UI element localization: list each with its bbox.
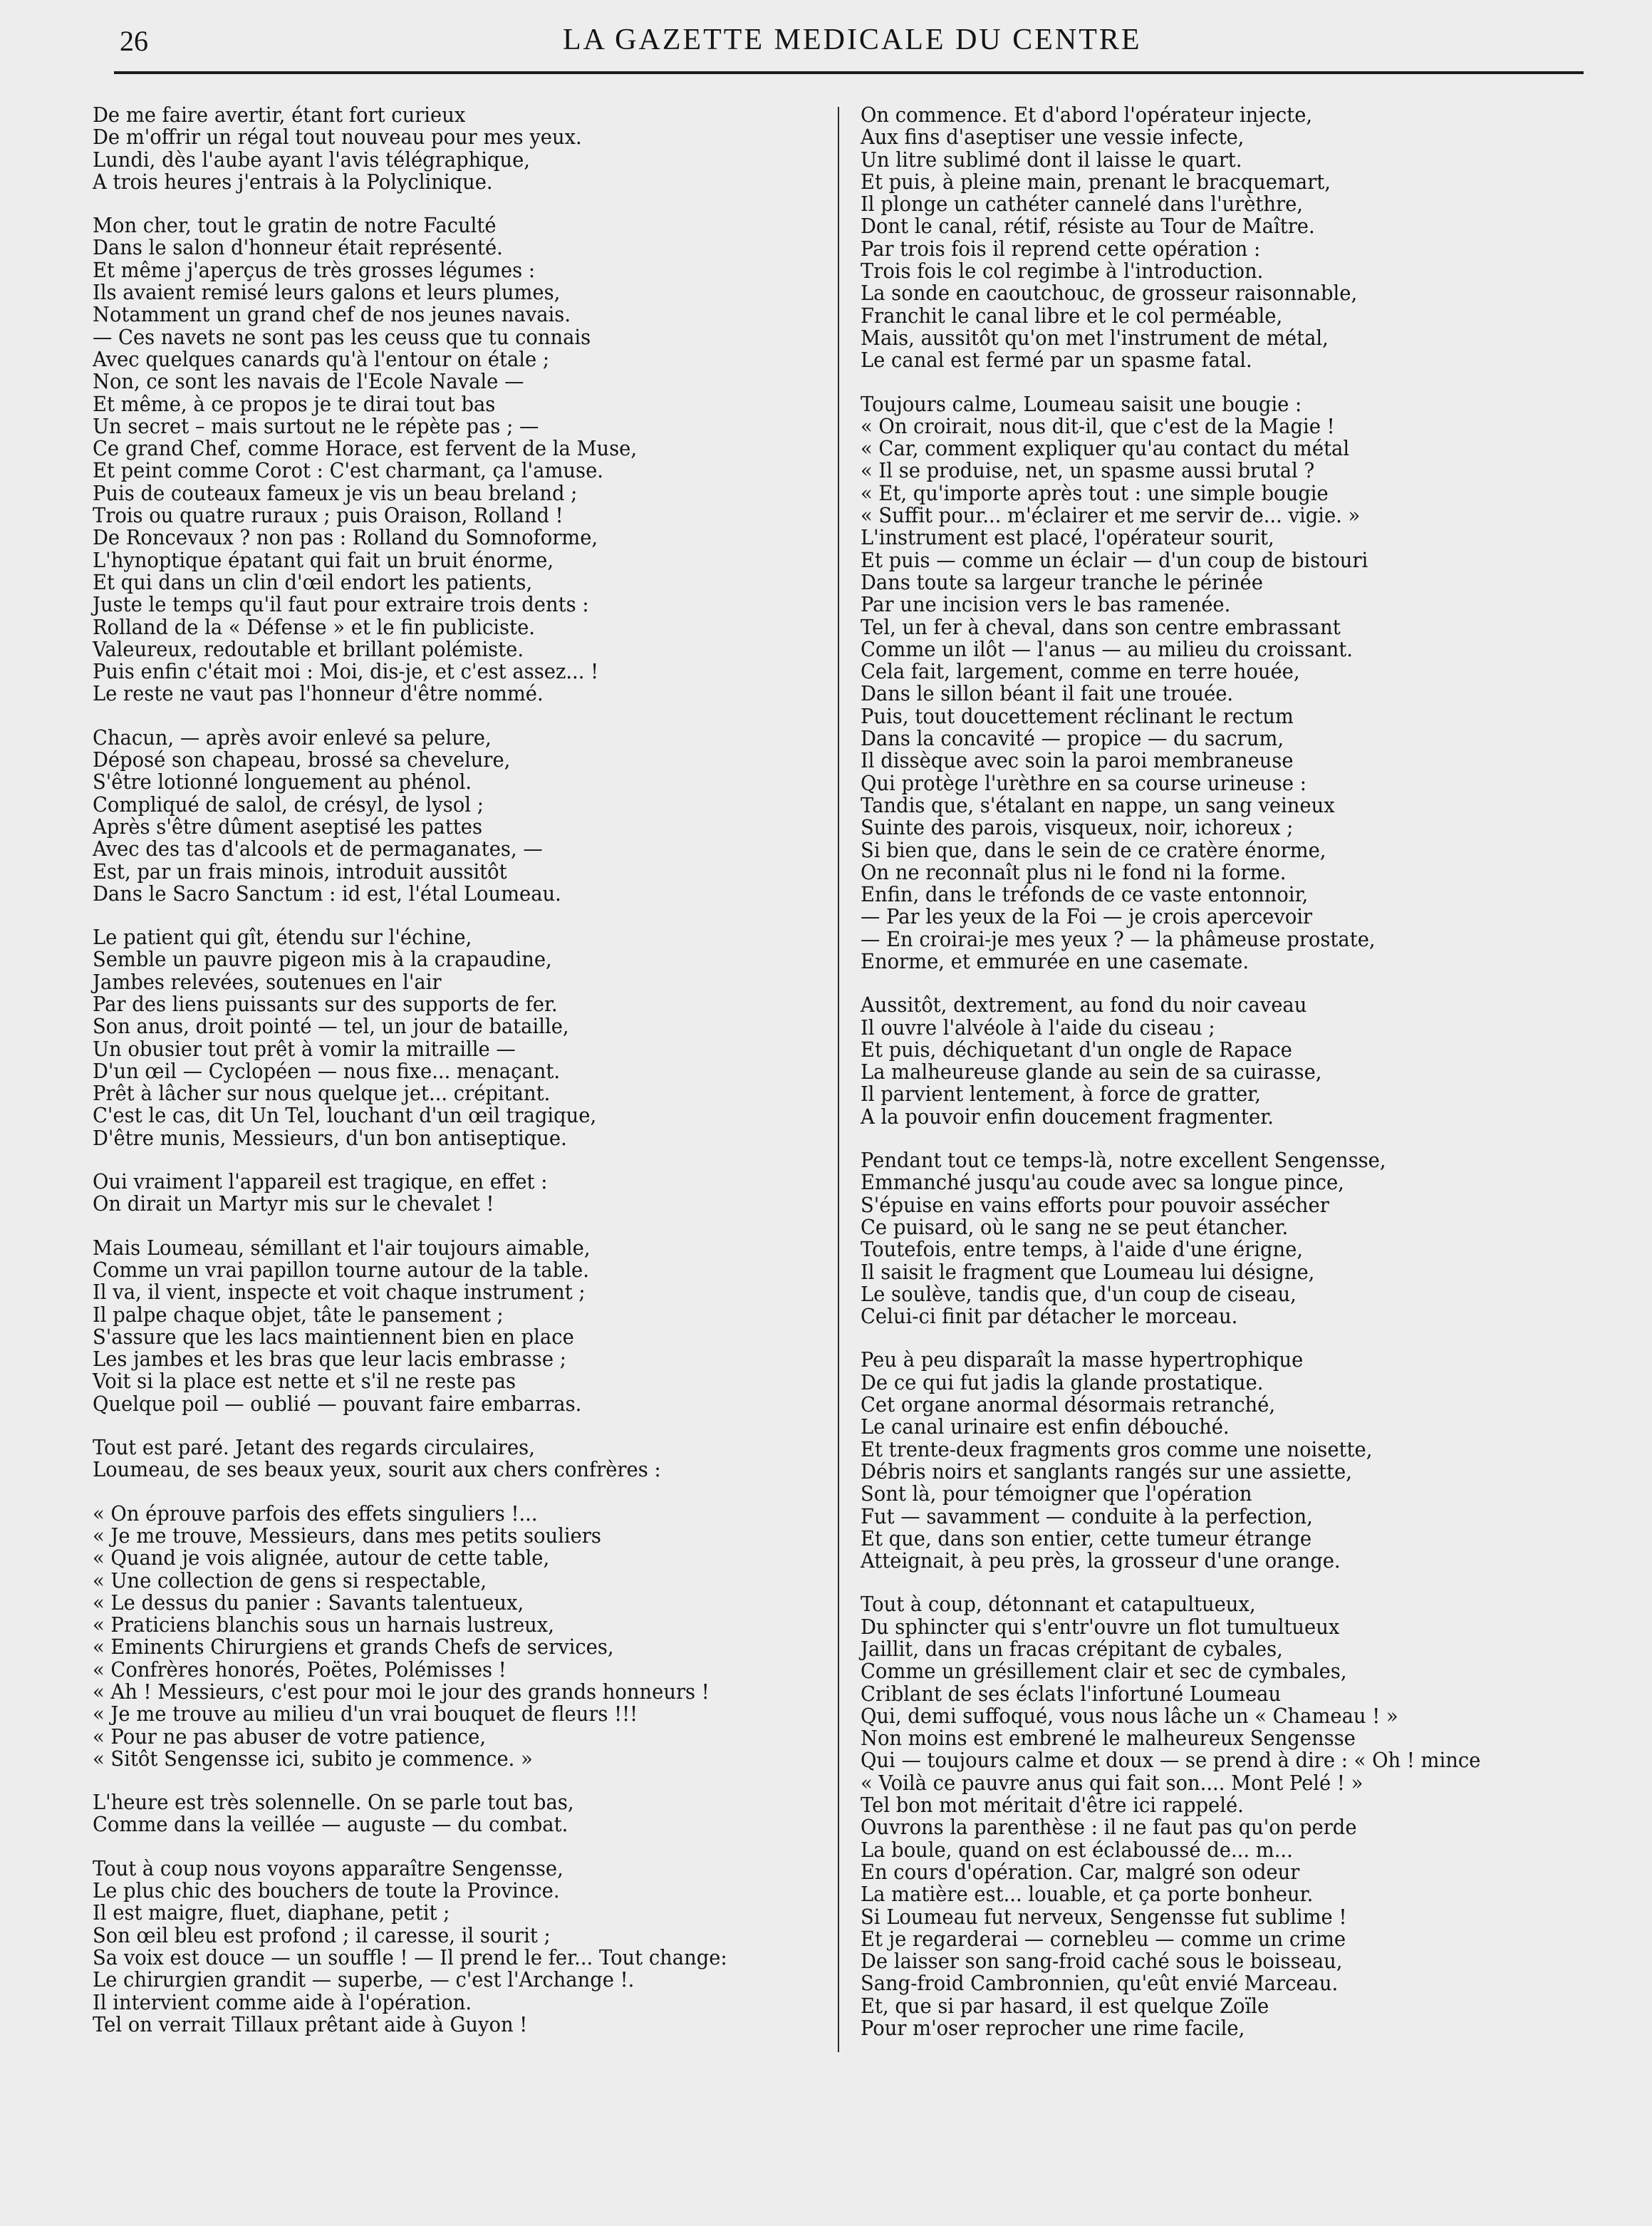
poem-line: Pendant tout ce temps-là, notre excellent Sengensse, xyxy=(861,1149,1386,1173)
poem-line: Sang-froid Cambronnien, qu'eût envié Marceau. xyxy=(861,1972,1339,1996)
poem-stanza xyxy=(93,727,855,905)
poem-line: « Car, comment expliquer qu'au contact du métal xyxy=(861,437,1350,461)
poem-line: Ce puisard, où le sang ne se peut étancher. xyxy=(861,1215,1289,1239)
poem-line: Fut — savamment — conduite à la perfection, xyxy=(861,1504,1313,1528)
poem-line: Trois fois le col regimbe à l'introduction. xyxy=(861,259,1264,284)
poem-line: « On éprouve parfois des effets singuliers !... xyxy=(93,1501,538,1526)
poem-line: Un litre sublimé dont il laisse le quart. xyxy=(861,147,1242,172)
poem-line: C'est le cas, dit Un Tel, louchant d'un œil tragique, xyxy=(93,1104,597,1128)
poem-line: La sonde en caoutchouc, de grosseur raisonnable, xyxy=(861,281,1358,306)
poem-line: Il plonge un cathéter cannelé dans l'urèthre, xyxy=(861,192,1303,217)
poem-line: Qui protège l'urèthre en sa course urineuse : xyxy=(861,771,1306,795)
poem-line: « Il se produise, net, un spasme aussi brutal ? xyxy=(861,459,1315,483)
right-column xyxy=(861,104,1573,2061)
poem-line: Comme un ilôt — l'anus — au milieu du croissant. xyxy=(861,637,1353,661)
poem-line: Et, que si par hasard, il est quelque Zoïle xyxy=(861,1994,1269,2018)
poem-line: Dans la concavité — propice — du sacrum, xyxy=(861,727,1284,751)
poem-line: Qui, demi suffoqué, vous nous lâche un « Chameau ! » xyxy=(861,1704,1398,1728)
poem-line: Enfin, dans le tréfonds de ce vaste entonnoir, xyxy=(861,883,1309,907)
poem-line: Dont le canal, rétif, résiste au Tour de Maître. xyxy=(861,214,1315,239)
poem-line: Non, ce sont les navais de l'Ecole Navale — xyxy=(93,370,524,394)
poem-line: Le patient qui gît, étendu sur l'échine, xyxy=(93,926,472,950)
poem-line: Les jambes et les bras que leur lacis embrasse ; xyxy=(93,1347,566,1372)
poem-stanza xyxy=(93,1436,855,1481)
poem-line: Mais, aussitôt qu'on met l'instrument de métal, xyxy=(861,326,1329,350)
poem-line: Pour m'oser reprocher une rime facile, xyxy=(861,2017,1245,2041)
poem-line: Il va, il vient, inspecte et voit chaque instrument ; xyxy=(93,1280,586,1305)
poem-line: « Ah ! Messieurs, c'est pour moi le jour des grands honneurs ! xyxy=(93,1680,710,1704)
poem-line: « Et, qu'importe après tout : une simple bougie xyxy=(861,481,1329,505)
poem-line: Tel, un fer à cheval, dans son centre embrassant xyxy=(861,615,1341,639)
poem-line: « On croirait, nous dit-il, que c'est de la Magie ! xyxy=(861,414,1335,438)
poem-line: Après s'être dûment aseptisé les pattes xyxy=(93,814,483,839)
poem-line: Un secret – mais surtout ne le répète pas ; — xyxy=(93,414,539,438)
poem-line: — Par les yeux de la Foi — je crois apercevoir xyxy=(861,905,1313,929)
poem-stanza xyxy=(861,1349,1573,1572)
poem-stanza xyxy=(861,393,1573,973)
poem-stanza xyxy=(93,926,855,1149)
poem-line: Son œil bleu est profond ; il caresse, il sourit ; xyxy=(93,1923,551,1947)
poem-stanza xyxy=(861,1593,1573,2039)
poem-line: Avec quelques canards qu'à l'entour on étale ; xyxy=(93,347,550,371)
poem-line: Est, par un frais minois, introduit aussitôt xyxy=(93,859,507,884)
poem-line: Dans le sillon béant il fait une trouée. xyxy=(861,682,1234,706)
poem-line: « Quand je vois alignée, autour de cette table, xyxy=(93,1546,550,1570)
poem-line: « Eminents Chirurgiens et grands Chefs de services, xyxy=(93,1635,614,1660)
poem-stanza xyxy=(93,1791,855,1836)
poem-line: « Je me trouve au milieu d'un vrai bouquet de fleurs !!! xyxy=(93,1702,638,1727)
poem-line: Le soulève, tandis que, d'un coup de ciseau, xyxy=(861,1282,1297,1306)
poem-line: Il saisit le fragment que Loumeau lui désigne, xyxy=(861,1260,1315,1284)
poem-line: Tout à coup nous voyons apparaître Sengensse, xyxy=(93,1856,563,1880)
poem-line: Avec des tas d'alcools et de permaganates, — xyxy=(93,837,543,861)
poem-line: « Suffit pour... m'éclairer et me servir de... vigie. » xyxy=(861,504,1361,528)
poem-line: Notamment un grand chef de nos jeunes navais. xyxy=(93,303,571,327)
poem-line: De m'offrir un régal tout nouveau pour mes yeux. xyxy=(93,125,582,150)
poem-line: Il est maigre, fluet, diaphane, petit ; xyxy=(93,1901,450,1925)
poem-line: Et puis — comme un éclair — d'un coup de bistouri xyxy=(861,548,1368,572)
poem-line: Et peint comme Corot : C'est charmant, ça l'amuse. xyxy=(93,459,603,483)
poem-line: Dans le salon d'honneur était représenté. xyxy=(93,236,503,260)
poem-line: Jambes relevées, soutenues en l'air xyxy=(93,970,442,994)
poem-line: Du sphincter qui s'entr'ouvre un flot tumultueux xyxy=(861,1615,1340,1639)
poem-line: Mon cher, tout le gratin de notre Faculté xyxy=(93,214,497,238)
poem-stanza xyxy=(93,1503,855,1771)
poem-line: Par des liens puissants sur des supports de fer. xyxy=(93,992,558,1016)
poem-line: D'un œil — Cyclopéen — nous fixe... menaçant. xyxy=(93,1059,561,1083)
poem-line: Sa voix est douce — un souffle ! — Il prend le fer... Tout change: xyxy=(93,1945,727,1969)
poem-line: Sont là, pour témoigner que l'opération xyxy=(861,1482,1252,1506)
poem-line: Si bien que, dans le sein de ce cratère énorme, xyxy=(861,838,1326,862)
poem-stanza xyxy=(93,104,855,193)
poem-line: — En croirai-je mes yeux ? — la phâmeuse prostate, xyxy=(861,927,1376,951)
poem-line: Criblant de ses éclats l'infortuné Loumeau xyxy=(861,1682,1282,1706)
poem-line: « Voilà ce pauvre anus qui fait son.... Mont Pelé ! » xyxy=(861,1771,1363,1795)
poem-line: Par une incision vers le bas ramenée. xyxy=(861,593,1231,617)
poem-line: Puis enfin c'était moi : Moi, dis-je, et c'est assez... ! xyxy=(93,660,599,684)
poem-line: Le canal est fermé par un spasme fatal. xyxy=(861,348,1252,373)
poem-line: L'instrument est placé, l'opérateur sourit, xyxy=(861,526,1274,550)
poem-line: Dans toute sa largeur tranche le périnée xyxy=(861,570,1263,594)
poem-line: Franchit le canal libre et le col perméable, xyxy=(861,304,1283,328)
poem-stanza xyxy=(861,1149,1573,1327)
poem-line: « Pour ne pas abuser de votre patience, xyxy=(93,1724,487,1749)
poem-line: Voit si la place est nette et s'il ne reste pas xyxy=(93,1370,516,1394)
poem-line: Aux fins d'aseptiser une vessie infecte, xyxy=(861,125,1245,150)
poem-line: En cours d'opération. Car, malgré son odeur xyxy=(861,1860,1300,1884)
poem-stanza xyxy=(93,1858,855,2036)
poem-line: Puis, tout doucettement réclinant le rectum xyxy=(861,704,1294,728)
poem-line: — Ces navets ne sont pas les ceuss que tu connais xyxy=(93,325,591,349)
poem-line: L'heure est très solennelle. On se parle tout bas, xyxy=(93,1791,574,1815)
poem-line: Rolland de la « Défense » et le fin publiciste. xyxy=(93,615,535,639)
poem-line: Oui vraiment l'appareil est tragique, en effet : xyxy=(93,1170,548,1194)
poem-line: Il dissèque avec soin la paroi membraneuse xyxy=(861,749,1294,773)
poem-line: Valeureux, redoutable et brillant polémiste. xyxy=(93,637,524,661)
poem-line: Il ouvre l'alvéole à l'aide du ciseau ; xyxy=(861,1015,1215,1040)
poem-line: Le reste ne vaut pas l'honneur d'être nommé. xyxy=(93,682,544,706)
poem-line: Et même j'aperçus de très grosses légumes : xyxy=(93,258,536,282)
poem-line: D'être munis, Messieurs, d'un bon antiseptique. xyxy=(93,1126,567,1150)
poem-line: Son anus, droit pointé — tel, un jour de bataille, xyxy=(93,1015,569,1039)
poem-line: De laisser son sang-froid caché sous le boisseau, xyxy=(861,1950,1343,1974)
poem-line: Quelque poil — oublié — pouvant faire embarras. xyxy=(93,1392,582,1416)
poem-line: Le canal urinaire est enfin débouché. xyxy=(861,1415,1230,1439)
poem-line: Et que, dans son entier, cette tumeur étrange xyxy=(861,1526,1312,1551)
poem-line: La matière est... louable, et ça porte bonheur. xyxy=(861,1883,1314,1907)
poem-line: On ne reconnaît plus ni le fond ni la forme. xyxy=(861,860,1287,884)
poem-line: Le chirurgien grandit — superbe, — c'est l'Archange !. xyxy=(93,1968,635,1992)
poem-line: Trois ou quatre ruraux ; puis Oraison, Rolland ! xyxy=(93,504,563,528)
poem-line: Semble un pauvre pigeon mis à la crapaudine, xyxy=(93,948,552,972)
poem-line: Par trois fois il reprend cette opération : xyxy=(861,237,1261,261)
poem-line: Aussitôt, dextrement, au fond du noir caveau xyxy=(861,993,1307,1018)
page-number: 26 xyxy=(120,25,148,57)
poem-line: Chacun, — après avoir enlevé sa pelure, xyxy=(93,725,492,750)
poem-line: Tandis que, s'étalant en nappe, un sang veineux xyxy=(861,793,1335,817)
poem-line: Comme un grésillement clair et sec de cymbales, xyxy=(861,1660,1347,1684)
poem-line: De ce qui fut jadis la glande prostatique. xyxy=(861,1370,1264,1394)
poem-line: Un obusier tout prêt à vomir la mitraille — xyxy=(93,1037,516,1061)
poem-line: Cet organe anormal désormais retranché, xyxy=(861,1393,1276,1417)
poem-line: Cela fait, largement, comme en terre houée, xyxy=(861,660,1300,684)
poem-line: Tout est paré. Jetant des regards circulaires, xyxy=(93,1436,535,1460)
poem-stanza xyxy=(93,1237,855,1415)
poem-line: « Praticiens blanchis sous un harnais lustreux, xyxy=(93,1613,554,1637)
poem-line: Tel on verrait Tillaux prêtant aide à Guyon ! xyxy=(93,2012,528,2036)
poem-line: La malheureuse glande au sein de sa cuirasse, xyxy=(861,1060,1322,1084)
poem-line: De me faire avertir, étant fort curieux xyxy=(93,103,466,127)
poem-line: L'hynoptique épatant qui fait un bruit énorme, xyxy=(93,548,554,572)
poem-line: Peu à peu disparaît la masse hypertrophique xyxy=(861,1348,1304,1372)
poem-line: Et je regarderai — cornebleu — comme un crime xyxy=(861,1927,1346,1951)
poem-line: Toujours calme, Loumeau saisit une bougie : xyxy=(861,392,1302,416)
poem-line: Si Loumeau fut nerveux, Sengensse fut sublime ! xyxy=(861,1905,1347,1929)
poem-line: Débris noirs et sanglants rangés sur une assiette, xyxy=(861,1459,1352,1484)
left-column xyxy=(93,104,855,2057)
poem-line: La boule, quand on est éclaboussé de... m... xyxy=(861,1838,1293,1862)
poem-line: Comme dans la veillée — auguste — du combat. xyxy=(93,1813,568,1837)
poem-line: Dans le Sacro Sanctum : id est, l'étal Loumeau. xyxy=(93,881,561,906)
poem-line: On commence. Et d'abord l'opérateur injecte, xyxy=(861,103,1313,127)
poem-line: Déposé son chapeau, brossé sa chevelure, xyxy=(93,748,511,772)
poem-line: Il palpe chaque objet, tâte le pansement ; xyxy=(93,1303,504,1327)
poem-line: Prêt à lâcher sur nous quelque jet... crépitant. xyxy=(93,1082,551,1106)
poem-line: « Le dessus du panier : Savants talentueux, xyxy=(93,1590,524,1615)
poem-line: Tel bon mot méritait d'être ici rappelé. xyxy=(861,1793,1244,1818)
poem-line: Celui-ci finit par détacher le morceau. xyxy=(861,1305,1238,1329)
poem-line: Atteignait, à peu près, la grosseur d'une orange. xyxy=(861,1549,1341,1573)
poem-line: Jaillit, dans un fracas crépitant de cybales, xyxy=(861,1637,1283,1661)
poem-line: « Je me trouve, Messieurs, dans mes petits souliers xyxy=(93,1523,601,1548)
poem-line: Et trente-deux fragments gros comme une noisette, xyxy=(861,1437,1373,1461)
poem-line: A trois heures j'entrais à la Polyclinique. xyxy=(93,170,493,194)
poem-line: Qui — toujours calme et doux — se prend à dire : « Oh ! mince xyxy=(861,1749,1481,1773)
poem-line: Ils avaient remisé leurs galons et leurs plumes, xyxy=(93,281,561,305)
poem-line: Le plus chic des bouchers de toute la Province. xyxy=(93,1879,560,1903)
poem-stanza xyxy=(861,104,1573,372)
poem-line: Et puis, déchiquetant d'un ongle de Rapace xyxy=(861,1037,1292,1062)
poem-line: Et même, à ce propos je te dirai tout bas xyxy=(93,392,496,416)
poem-stanza xyxy=(93,214,855,705)
poem-line: Mais Loumeau, sémillant et l'air toujours aimable, xyxy=(93,1236,591,1260)
poem-line: Loumeau, de ses beaux yeux, sourit aux chers confrères : xyxy=(93,1458,661,1482)
poem-line: Ce grand Chef, comme Horace, est fervent de la Muse, xyxy=(93,437,638,461)
poem-line: Enorme, et emmurée en une casemate. xyxy=(861,949,1250,973)
poem-line: S'assure que les lacs maintiennent bien en place xyxy=(93,1325,574,1349)
poem-line: S'être lotionné longuement au phénol. xyxy=(93,770,472,794)
page-header-title: LA GAZETTE MEDICALE DU CENTRE xyxy=(563,24,1142,56)
poem-line: Et qui dans un clin d'œil endort les patients, xyxy=(93,570,533,594)
poem-line: De Roncevaux ? non pas : Rolland du Somnoforme, xyxy=(93,526,598,550)
poem-line: Il intervient comme aide à l'opération. xyxy=(93,1990,472,2014)
poem-line: Lundi, dès l'aube ayant l'avis télégraphique, xyxy=(93,147,530,172)
poem-stanza xyxy=(861,994,1573,1128)
poem-line: Tout à coup, détonnant et catapultueux, xyxy=(861,1593,1256,1617)
poem-line: « Une collection de gens si respectable, xyxy=(93,1568,487,1593)
poem-line: A la pouvoir enfin doucement fragmenter. xyxy=(861,1104,1274,1129)
poem-line: Ouvrons la parenthèse : il ne faut pas qu'on perde xyxy=(861,1816,1357,1840)
poem-line: « Confrères honorés, Poëtes, Polémisses ! xyxy=(93,1657,506,1682)
poem-line: Toutefois, entre temps, à l'aide d'une érigne, xyxy=(861,1238,1303,1262)
poem-line: Comme un vrai papillon tourne autour de la table. xyxy=(93,1258,589,1282)
poem-stanza xyxy=(93,1171,855,1216)
poem-line: Il parvient lentement, à force de gratter, xyxy=(861,1082,1261,1107)
poem-line: Suinte des parois, visqueux, noir, ichoreux ; xyxy=(861,816,1294,840)
poem-line: Non moins est embrené le malheureux Sengensse xyxy=(861,1727,1356,1751)
poem-line: « Sitôt Sengensse ici, subito je commence. » xyxy=(93,1746,533,1771)
poem-line: Juste le temps qu'il faut pour extraire trois dents : xyxy=(93,593,589,617)
poem-line: Emmanché jusqu'au coude avec sa longue pince, xyxy=(861,1171,1344,1195)
poem-line: Compliqué de salol, de crésyl, de lysol ; xyxy=(93,792,484,817)
poem-line: Puis de couteaux fameux je vis un beau breland ; xyxy=(93,481,578,505)
header-rule xyxy=(114,71,1584,74)
poem-line: On dirait un Martyr mis sur le chevalet ! xyxy=(93,1192,494,1216)
poem-line: S'épuise en vains efforts pour pouvoir assécher xyxy=(861,1193,1329,1217)
poem-line: Et puis, à pleine main, prenant le bracquemart, xyxy=(861,170,1331,194)
